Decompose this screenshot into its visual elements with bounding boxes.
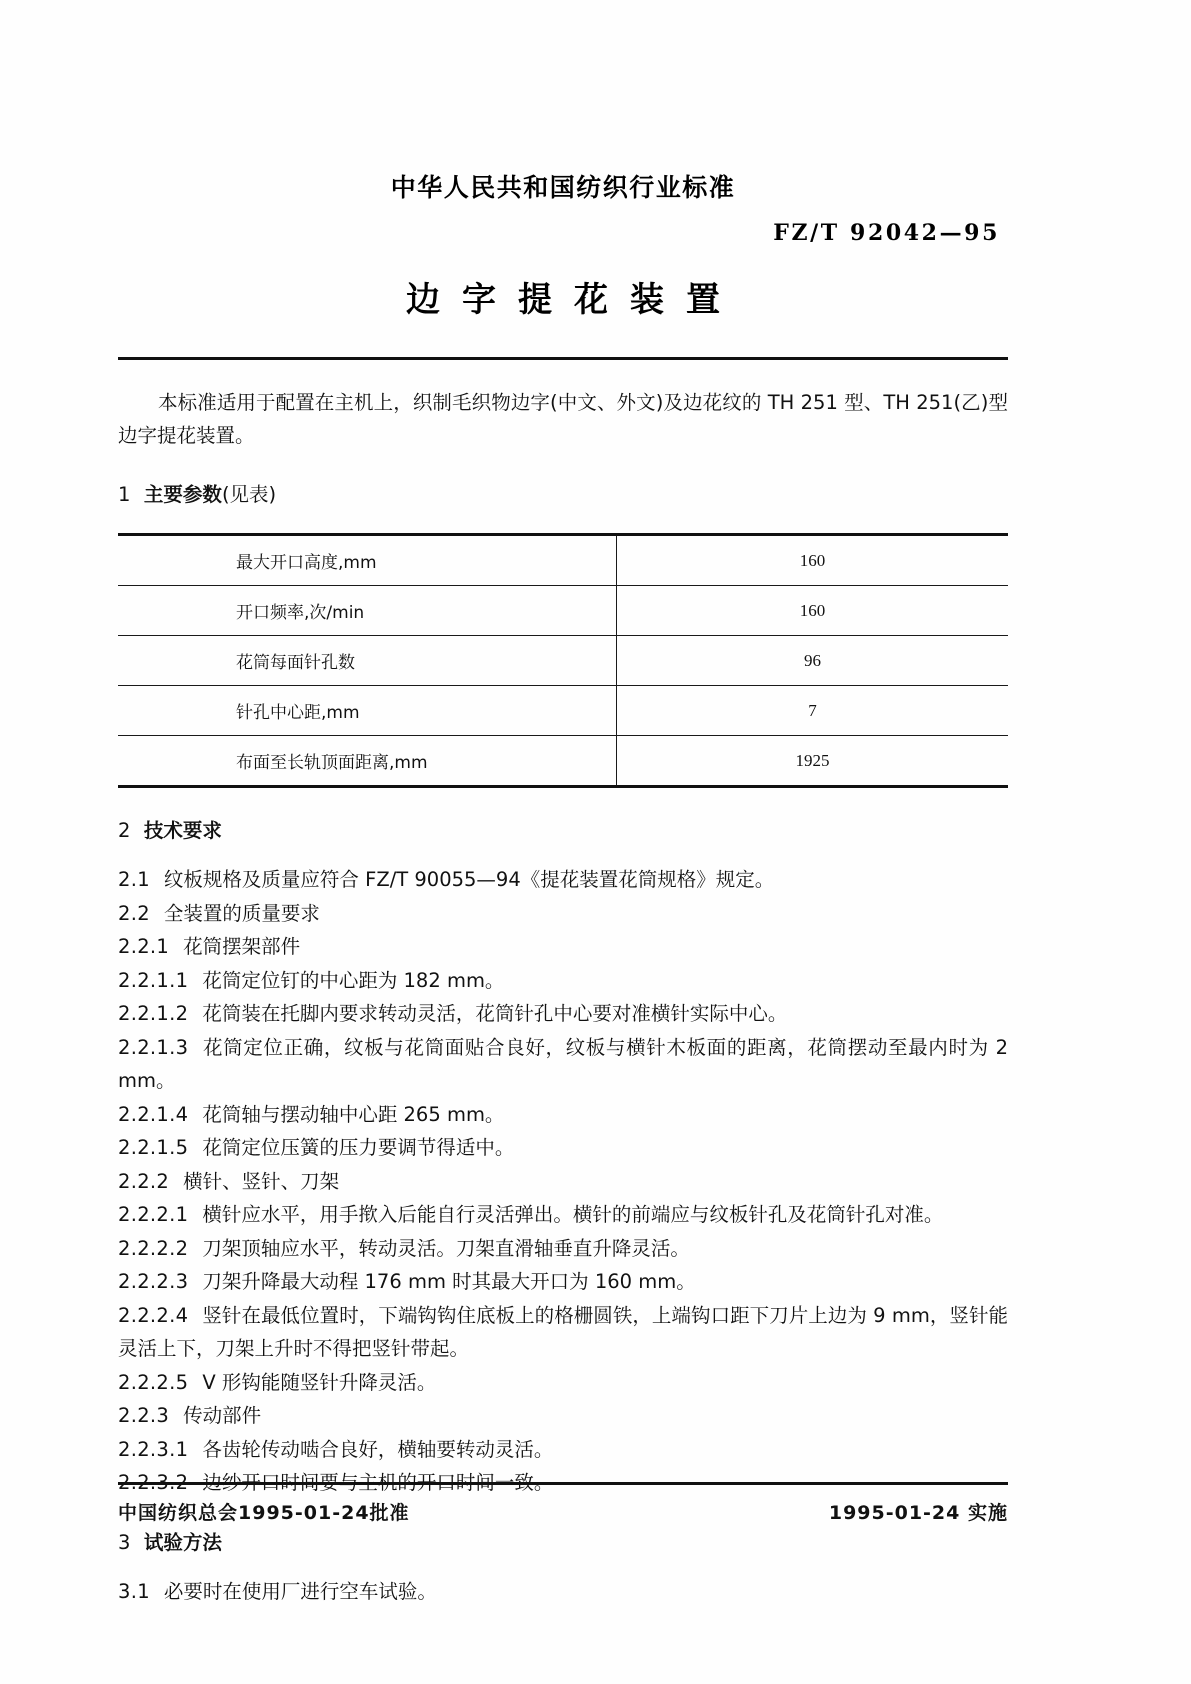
parameter-label: 开口频率,次/min (118, 586, 616, 636)
clause-number: 2.2.1 (118, 935, 170, 958)
clause-text: 刀架升降最大动程 176 mm 时其最大开口为 160 mm。 (202, 1270, 696, 1293)
table-row (118, 636, 1008, 686)
section-2-number: 2 (118, 819, 131, 842)
parameter-value: 160 (616, 586, 1008, 636)
clause-text: 花筒定位钉的中心距为 182 mm。 (202, 968, 505, 992)
clause-2-2-2 (118, 1165, 1008, 1199)
parameter-label: 最大开口高度,mm (118, 535, 616, 586)
clause-2-2-2-5 (118, 1366, 1008, 1400)
parameter-label: 针孔中心距,mm (118, 686, 616, 736)
clause-text: 传动部件 (183, 1404, 262, 1427)
clause-number: 2.2.1.1 (118, 968, 189, 992)
table-row (118, 535, 1008, 586)
standard-number-row (118, 220, 1008, 246)
clause-number: 2.2.2.4 (118, 1303, 189, 1327)
clause-number: 2.2.3 (118, 1404, 170, 1427)
implementation-statement: 1995-01-24 实施 (828, 1502, 1008, 1524)
clause-number: 2.2.1.5 (118, 1136, 189, 1159)
table-row (118, 586, 1008, 636)
clause-text: 边纱开口时间要与主机的开口时间一致。 (202, 1471, 554, 1494)
masthead-title: 中华人民共和国纺织行业标准 (390, 173, 736, 202)
page-title: 边字提花装置 (406, 280, 742, 320)
clause-number: 2.2.2 (118, 1169, 170, 1193)
clause-2-2-3-1 (118, 1433, 1008, 1467)
footer-divider (118, 1482, 1008, 1485)
clause-number: 2.2.3.1 (118, 1437, 189, 1461)
section-1-title: 主要参数 (143, 483, 222, 506)
clause-text: 必要时在使用厂进行空车试验。 (163, 1579, 437, 1603)
clause-text: 竖针在最低位置时，下端钩钩住底板上的格栅圆铁，上端钩口距下刀片上边为 9 mm，竖针能灵活上下，刀架上升时不得把竖针带起。 (118, 1303, 1008, 1360)
clause-number: 2.2 (118, 901, 150, 925)
clause-3-1 (118, 1575, 1008, 1609)
clause-2-2-2-2 (118, 1232, 1008, 1266)
clause-number: 2.2.2.1 (118, 1203, 189, 1226)
clause-number: 2.2.2.3 (118, 1270, 189, 1293)
clause-text: 花筒轴与摆动轴中心距 265 mm。 (202, 1102, 505, 1126)
clause-text: 横针、竖针、刀架 (183, 1169, 340, 1193)
table-row (118, 686, 1008, 736)
header-divider (118, 357, 1008, 360)
clause-text: 花筒摆架部件 (183, 935, 301, 958)
clause-text: 花筒装在托脚内要求转动灵活，花筒针孔中心要对准横针实际中心。 (202, 1002, 788, 1025)
section-1-tail: (见表) (221, 483, 277, 506)
clause-2-2-3 (118, 1399, 1008, 1433)
clause-text: 全装置的质量要求 (163, 901, 320, 925)
section-3-number: 3 (118, 1530, 131, 1554)
clause-text: 花筒定位正确，纹板与花筒面贴合良好，纹板与横针木板面的距离，花筒摆动至最内时为 2 mm。 (118, 1035, 1008, 1092)
clause-2-1 (118, 863, 1008, 897)
clause-2-2-1 (118, 930, 1008, 964)
section-3-title: 试验方法 (143, 1530, 222, 1554)
page-content (118, 0, 1008, 1608)
section-2-clauses (118, 863, 1008, 1500)
clause-number: 2.2.2.2 (118, 1236, 189, 1260)
parameter-label: 布面至长轨顶面距离,mm (118, 736, 616, 787)
clause-number: 2.2.3.2 (118, 1471, 189, 1494)
clause-number: 2.2.2.5 (118, 1370, 189, 1394)
clause-2-2-2-1 (118, 1198, 1008, 1232)
clause-2-2-1-4 (118, 1098, 1008, 1132)
footer-row (118, 1498, 1008, 1525)
parameters-table-body (118, 535, 1008, 787)
section-3-clauses (118, 1575, 1008, 1609)
section-2-title: 技术要求 (143, 819, 222, 842)
clause-number: 3.1 (118, 1579, 150, 1603)
clause-text: V 形钩能随竖针升降灵活。 (202, 1370, 437, 1394)
clause-text: 刀架顶轴应水平，转动灵活。刀架直滑轴垂直升降灵活。 (202, 1236, 690, 1260)
section-heading-1 (118, 478, 1008, 511)
clause-2-2-1-1 (118, 964, 1008, 998)
clause-number: 2.2.1.4 (118, 1102, 189, 1126)
standard-number: FZ/T 92042—95 (773, 220, 1000, 246)
table-row (118, 736, 1008, 787)
clause-number: 2.1 (118, 868, 150, 891)
scope-paragraph: 本标准适用于配置在主机上，织制毛织物边字(中文、外文)及边花纹的 TH 251 型、TH 251(乙)型边字提花装置。 (118, 391, 1008, 447)
section-heading-2 (118, 814, 1008, 847)
clause-text: 横针应水平，用手揿入后能自行灵活弹出。横针的前端应与纹板针孔及花筒针孔对准。 (202, 1203, 944, 1226)
clause-2-2-1-5 (118, 1131, 1008, 1165)
parameter-value: 7 (616, 686, 1008, 736)
section-heading-3 (118, 1526, 1008, 1559)
parameter-label: 花筒每面针孔数 (118, 636, 616, 686)
main-parameters-table (118, 533, 1008, 788)
clause-text: 花筒定位压簧的压力要调节得适中。 (202, 1136, 515, 1159)
clause-2-2-1-3 (118, 1031, 1008, 1098)
clause-text: 各齿轮传动啮合良好，横轴要转动灵活。 (202, 1437, 554, 1461)
parameter-value: 160 (616, 535, 1008, 586)
clause-number: 2.2.1.3 (118, 1035, 189, 1059)
approval-statement: 中国纺织总会1995-01-24批准 (118, 1502, 410, 1524)
parameter-value: 1925 (616, 736, 1008, 787)
section-1-number: 1 (118, 483, 131, 506)
clause-number: 2.2.1.2 (118, 1002, 189, 1025)
clause-text: 纹板规格及质量应符合 FZ/T 90055—94《提花装置花筒规格》规定。 (163, 868, 775, 891)
clause-2-2-2-4 (118, 1299, 1008, 1366)
clause-2-2-2-3 (118, 1265, 1008, 1299)
parameter-value: 96 (616, 636, 1008, 686)
clause-2-2-1-2 (118, 997, 1008, 1031)
clause-2-2 (118, 897, 1008, 931)
page-footer (118, 1482, 1008, 1525)
